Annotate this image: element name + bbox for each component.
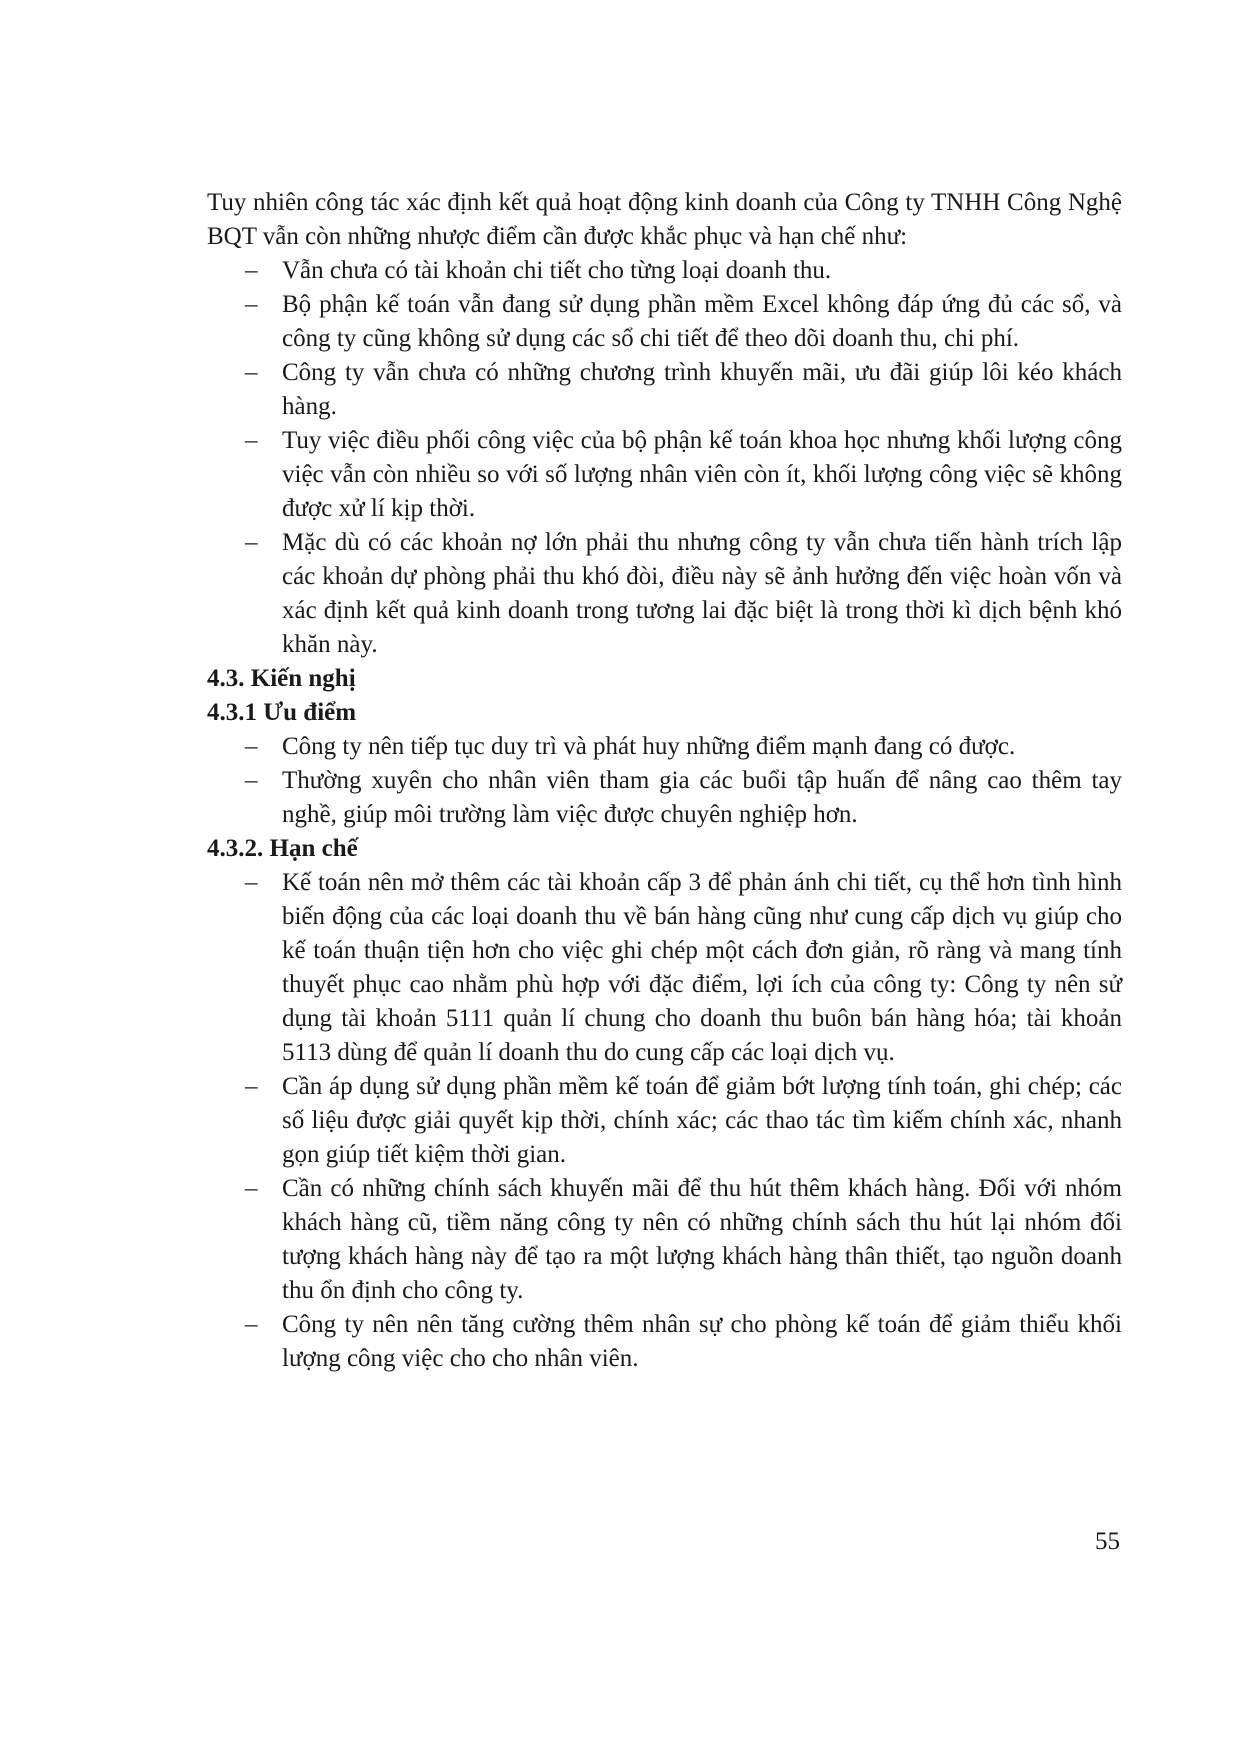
list-item-text: Mặc dù có các khoản nợ lớn phải thu nhưng công ty vẫn chưa tiến hành trích lập các khoản dự phòng phải thu khó đòi, điều này sẽ ảnh hưởng đến việc hoàn vốn và xác định kết quả kinh doanh trong tương lai đặc biệt là trong thời kì dịch bệnh khó khăn này. bbox=[282, 529, 1122, 658]
list-item bbox=[207, 526, 1122, 662]
list-item bbox=[207, 356, 1122, 424]
dash-bullet: – bbox=[245, 1311, 258, 1338]
list-item-text: Công ty nên nên tăng cường thêm nhân sự cho phòng kế toán để giảm thiểu khối lượng công việc cho cho nhân viên. bbox=[282, 1311, 1122, 1372]
list-item bbox=[207, 1308, 1122, 1376]
dash-bullet: – bbox=[245, 1073, 258, 1100]
dash-bullet: – bbox=[245, 257, 258, 284]
list-item-text: Cần áp dụng sử dụng phần mềm kế toán để giảm bớt lượng tính toán, ghi chép; các số liệu được giải quyết kịp thời, chính xác; các thao tác tìm kiếm chính xác, nhanh gọn giúp tiết kiệm thời gian. bbox=[282, 1073, 1122, 1168]
intro-paragraph: Tuy nhiên công tác xác định kết quả hoạt động kinh doanh của Công ty TNHH Công Nghệ BQT vẫn còn những nhược điểm cần được khắc phục và hạn chế như: bbox=[207, 189, 1122, 250]
list-item-text: Kế toán nên mở thêm các tài khoản cấp 3 để phản ánh chi tiết, cụ thể hơn tình hình biến động của các loại doanh thu về bán hàng cũng như cung cấp dịch vụ giúp cho kế toán thuận tiện hơn cho việc ghi chép một cách đơn giản, rõ ràng và mang tính thuyết phục cao nhằm phù hợp với đặc điểm, lợi ích của công ty: Công ty nên sử dụng tài khoản 5111 quản lí chung cho doanh thu buôn bán hàng hóa; tài khoản 5113 dùng để quản lí doanh thu do cung cấp các loại dịch vụ. bbox=[282, 869, 1122, 1066]
dash-bullet: – bbox=[245, 427, 258, 454]
list-item bbox=[207, 254, 1122, 288]
list-item bbox=[207, 424, 1122, 526]
section-heading: 4.3. Kiến nghị bbox=[207, 665, 356, 692]
list-item-text: Vẫn chưa có tài khoản chi tiết cho từng loại doanh thu. bbox=[282, 257, 832, 284]
list-item-text: Cần có những chính sách khuyến mãi để thu hút thêm khách hàng. Đối với nhóm khách hàng cũ, tiềm năng công ty nên có những chính sách thu hút lại nhóm đối tượng khách hàng này để tạo ra một lượng khách hàng thân thiết, tạo nguồn doanh thu ổn định cho công ty. bbox=[282, 1175, 1122, 1304]
list-item bbox=[207, 866, 1122, 1070]
list-item bbox=[207, 288, 1122, 356]
dash-bullet: – bbox=[245, 359, 258, 386]
list-item bbox=[207, 1070, 1122, 1172]
list-item-text: Công ty vẫn chưa có những chương trình khuyến mãi, ưu đãi giúp lôi kéo khách hàng. bbox=[282, 359, 1122, 420]
list-item bbox=[207, 1172, 1122, 1308]
list-item-text: Tuy việc điều phối công việc của bộ phận kế toán khoa học nhưng khối lượng công việc vẫn còn nhiều so với số lượng nhân viên còn ít, khối lượng công việc sẽ không được xử lí kịp thời. bbox=[282, 427, 1122, 522]
advantages-list bbox=[207, 730, 1122, 832]
dash-bullet: – bbox=[245, 529, 258, 556]
dash-bullet: – bbox=[245, 733, 258, 760]
page-number: 55 bbox=[1095, 1528, 1120, 1555]
restrictions-list bbox=[207, 866, 1122, 1376]
list-item bbox=[207, 764, 1122, 832]
list-item bbox=[207, 730, 1122, 764]
dash-bullet: – bbox=[245, 1175, 258, 1202]
list-item-text: Bộ phận kế toán vẫn đang sử dụng phần mềm Excel không đáp ứng đủ các sổ, và công ty cũng không sử dụng các sổ chi tiết để theo dõi doanh thu, chi phí. bbox=[282, 291, 1122, 352]
dash-bullet: – bbox=[245, 291, 258, 318]
list-item-text: Công ty nên tiếp tục duy trì và phát huy những điểm mạnh đang có được. bbox=[282, 733, 1016, 760]
list-item-text: Thường xuyên cho nhân viên tham gia các buổi tập huấn để nâng cao thêm tay nghề, giúp môi trường làm việc được chuyên nghiệp hơn. bbox=[282, 767, 1122, 828]
document-page bbox=[207, 186, 1122, 1376]
limitations-list bbox=[207, 254, 1122, 662]
restrictions-heading: 4.3.2. Hạn chế bbox=[207, 835, 358, 862]
advantages-heading: 4.3.1 Ưu điểm bbox=[207, 699, 357, 726]
dash-bullet: – bbox=[245, 767, 258, 794]
dash-bullet: – bbox=[245, 869, 258, 896]
